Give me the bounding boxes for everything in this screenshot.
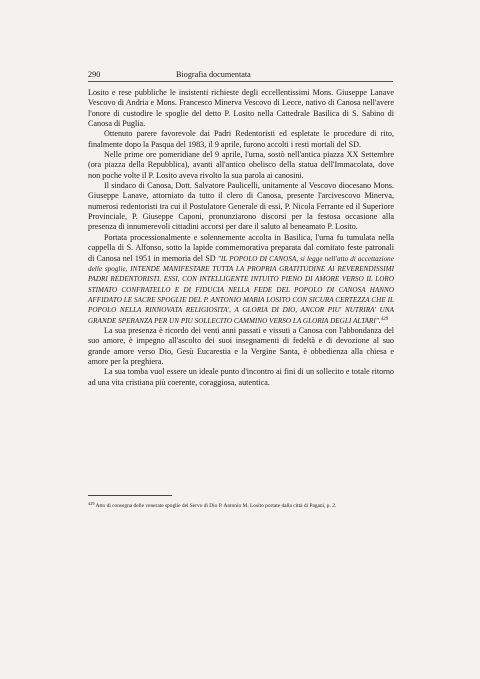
paragraph: La sua presenza è ricordo dei venti anni passati e vissuti a Canosa con l'abbondanza del suo amore, è impegno all'ascolto dei suoi insegnamenti di fedeltà e di devozione al suo grande amore verso Dio, Gesù Eucarestia e la Vergine Santa, è obbedienza alla chiesa e amore per la preghiera. — [88, 325, 394, 366]
body-text — [88, 88, 394, 388]
header-rule — [88, 81, 393, 82]
paragraph: Il sindaco di Canosa, Dott. Salvatore Paulicelli, unitamente al Vescovo diocesano Mons. Giuseppe Lanave, attorniato da tutto il clero di Canosa, presente l'arcivescovo Minerva, numerosi redentoristi tra cui il Postulatore Generale di essi, P. Nicola Ferrante ed il Superiore Provinciale, P. Giuseppe Caponi, pronunziarono discorsi per la festosa occasione alla presenza di innumerevoli cittadini accorsi per dare il saluto al beneamato P. Losito. — [88, 181, 394, 232]
footnote-rule — [88, 495, 172, 496]
footnote — [88, 500, 394, 511]
running-title: Biografia documentata — [176, 70, 251, 79]
page-number: 290 — [88, 70, 101, 79]
note-reference: 429 — [380, 316, 389, 322]
portata-quote: "IL POPOLO DI CANOSA, si legge nell'atto di accettazione delle spoglie, INTENDE MANIFESTARE TUTTA LA PROPRIA GRATITUDINE AI REVERENDISSIMI PADRI REDENTORISTI. ESSI, CON INTELLIGENTE INTUITO PIENO DI AMORE VERSO IL LORO STIMATO CONFRATELLO E DI FIDUCIA NELLA FEDE DEL POPOLO DI CANOSA HANNO AFFIDATO LE SACRE SPOGLIE DEL P. ANTONIO MARIA LOSITO CON SICURA CERTEZZA CHE IL POPOLO NELLA RINNOVATA RELIGIOSITA', A GLORIA DI DIO, ANCOR PIU' NUTRIRA' UNA GRANDE SPERANZA PER UN PIU SOLLECITO CAMMINO VERSO LA GLORIA DEGLI ALTARI". — [88, 254, 394, 325]
portata-text: Portata processionalmente e solennemente accolta in Basilica, l'urna fu tumulata nella cappella di S. Alfonso, sotto la lapide commemorativa preparata dal comitato feste patronali di Canosa nel 1951 in memoria del SD — [88, 232, 394, 263]
paragraph-continuation: Losito e rese pubbliche le insistenti richieste degli eccellentissimi Mons. Giuseppe Lanave Vescovo di Andria e Mons. Francesco Minerva Vescovo di Lecce, nativo di Canosa nell'avere l'onore di custodire le spoglie del detto P. Losito nella Cattedrale Basilica di S. Sabino di Canosa di Puglia. — [88, 88, 394, 129]
paragraph: Ottenuto parere favorevole dai Padri Redentoristi ed espletate le procedure di rito, finalmente dopo la Pasqua del 1983, il 9 aprile, furono accolti i resti mortali del SD. — [88, 129, 394, 149]
running-header — [88, 70, 393, 84]
paragraph: Nelle prime ore pomeridiane del 9 aprile, l'urna, sostò nell'antica piazza XX Settembre (ora piazza della Repubblica), avanti all'antico obelisco della statua dell'Immacolata, dove non poche volte il P. Losito aveva rivolto la sua parola ai canosini. — [88, 150, 394, 180]
paragraph: La sua tomba vuol essere un ideale punto d'incontro ai fini di un sollecito e totale ritorno ad una vita cristiana più coerente, coraggiosa, autentica. — [88, 367, 394, 387]
footnote-mark: 429 — [88, 501, 95, 506]
footnote-text: Atto di consegna delle venerate spoglie del Servo di Dio P. Antonio M. Losito portate dalla città di Pagani, p. 2. — [95, 503, 337, 509]
paragraph-portata — [88, 233, 394, 326]
